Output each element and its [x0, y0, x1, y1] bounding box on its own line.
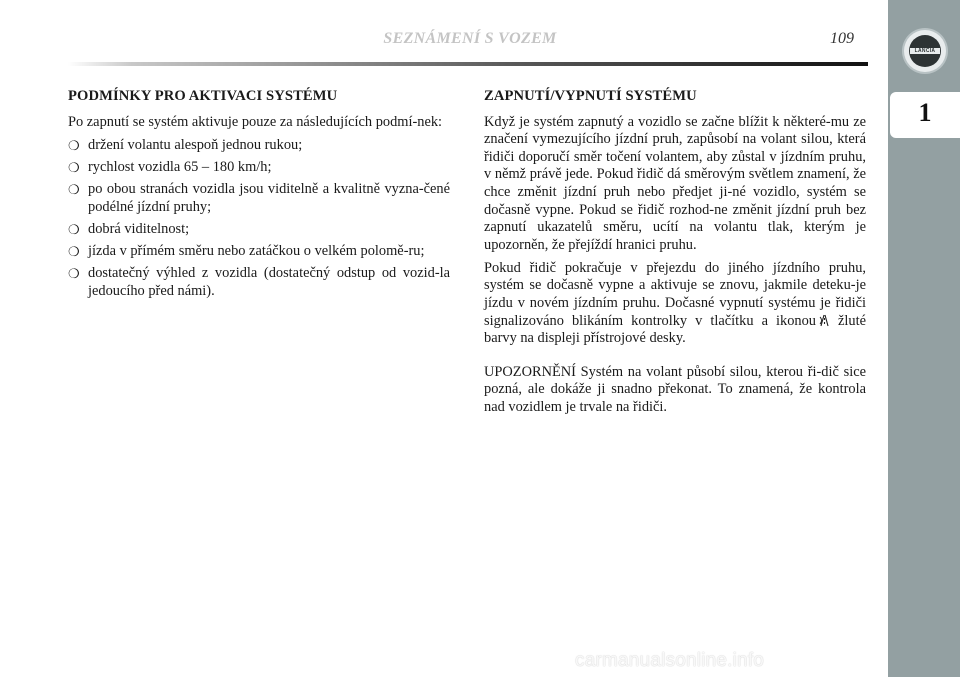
list-item: ❍ rychlost vozidla 65 – 180 km/h; [68, 159, 272, 176]
lane-departure-icon [819, 314, 830, 327]
running-header: SEZNÁMENÍ S VOZEM [383, 30, 557, 47]
list-item: ❍ držení volantu alespoň jednou rukou; [68, 137, 303, 154]
header-rule [68, 62, 868, 66]
bullet-circle-icon: ❍ [68, 138, 80, 154]
section-heading-activation: PODMÍNKY PRO AKTIVACI SYSTÉMU [68, 88, 338, 104]
right-column [484, 88, 866, 423]
page-number: 109 [830, 30, 854, 47]
bullet-circle-icon: ❍ [68, 182, 80, 198]
conditions-list [68, 137, 450, 300]
bullet-circle-icon: ❍ [68, 266, 80, 282]
list-item: ❍ dostatečný výhled z vozidla (dostatečný odstup od vozid-la jedoucího před námi). [68, 265, 450, 299]
left-column [68, 88, 450, 305]
list-item: ❍ dobrá viditelnost; [68, 221, 190, 238]
intro-paragraph: Po zapnutí se systém aktivuje pouze za následujících podmí-nek: [68, 113, 443, 130]
logo-shield-icon [909, 35, 941, 67]
lancia-logo [904, 30, 946, 72]
list-item: ❍ jízda v přímém směru nebo zatáčkou o velkém polomě-ru; [68, 243, 425, 260]
logo-text: LANCIA [910, 48, 940, 54]
watermark: carmanualsonline.info [575, 650, 765, 671]
bullet-circle-icon: ❍ [68, 222, 80, 238]
section-heading-on-off: ZAPNUTÍ/VYPNUTÍ SYSTÉMU [484, 88, 697, 104]
on-off-paragraph: Když je systém zapnutý a vozidlo se začne blížit k některé-mu ze značení vymezujícího jízdní pruh, zapůsobí na volant silou, která řidiči doporučí směr točení volantem, aby zůstal v jízdním pruhu, v němž právě jede. Pokud řidič dá směrovým světlem znamení, že chce změnit jízdní pruh nebo předjet ji-né vozidlo, systém se dočasně vypne. Pokud se řidič rozhod-ne změnit jízdní pruh bez zapnutí ukazatelů směru, ucítí na volantu tlak, kterým je upozorněn, že přejíždí hranici pruhu. [484, 113, 866, 253]
temporary-off-paragraph: Pokud řidič pokračuje v přejezdu do jiného jízdního pruhu, systém se dočasně vypne a aktivuje se znovu, jakmile deteku-je jízdu v novém jízdním pruhu. Dočasné vypnutí systému je řidiči signalizováno blikáním kontrolky v tlačítku a ikonou žluté barvy na displeji přístrojové desky. [484, 259, 866, 347]
chapter-tab[interactable] [890, 92, 960, 138]
warning-paragraph: UPOZORNĚNÍ Systém na volant působí silou, kterou ři-dič sice pozná, ale dokáže ji snadno překonat. To znamená, že kontrola nad vozidlem je trvale na řidiči. [484, 363, 866, 415]
chapter-number: 1 [918, 98, 932, 127]
bullet-circle-icon: ❍ [68, 244, 80, 260]
bullet-circle-icon: ❍ [68, 160, 80, 176]
list-item: ❍ po obou stranách vozidla jsou viditelně a kvalitně vyzna-čené podélné jízdní pruhy; [68, 181, 450, 215]
